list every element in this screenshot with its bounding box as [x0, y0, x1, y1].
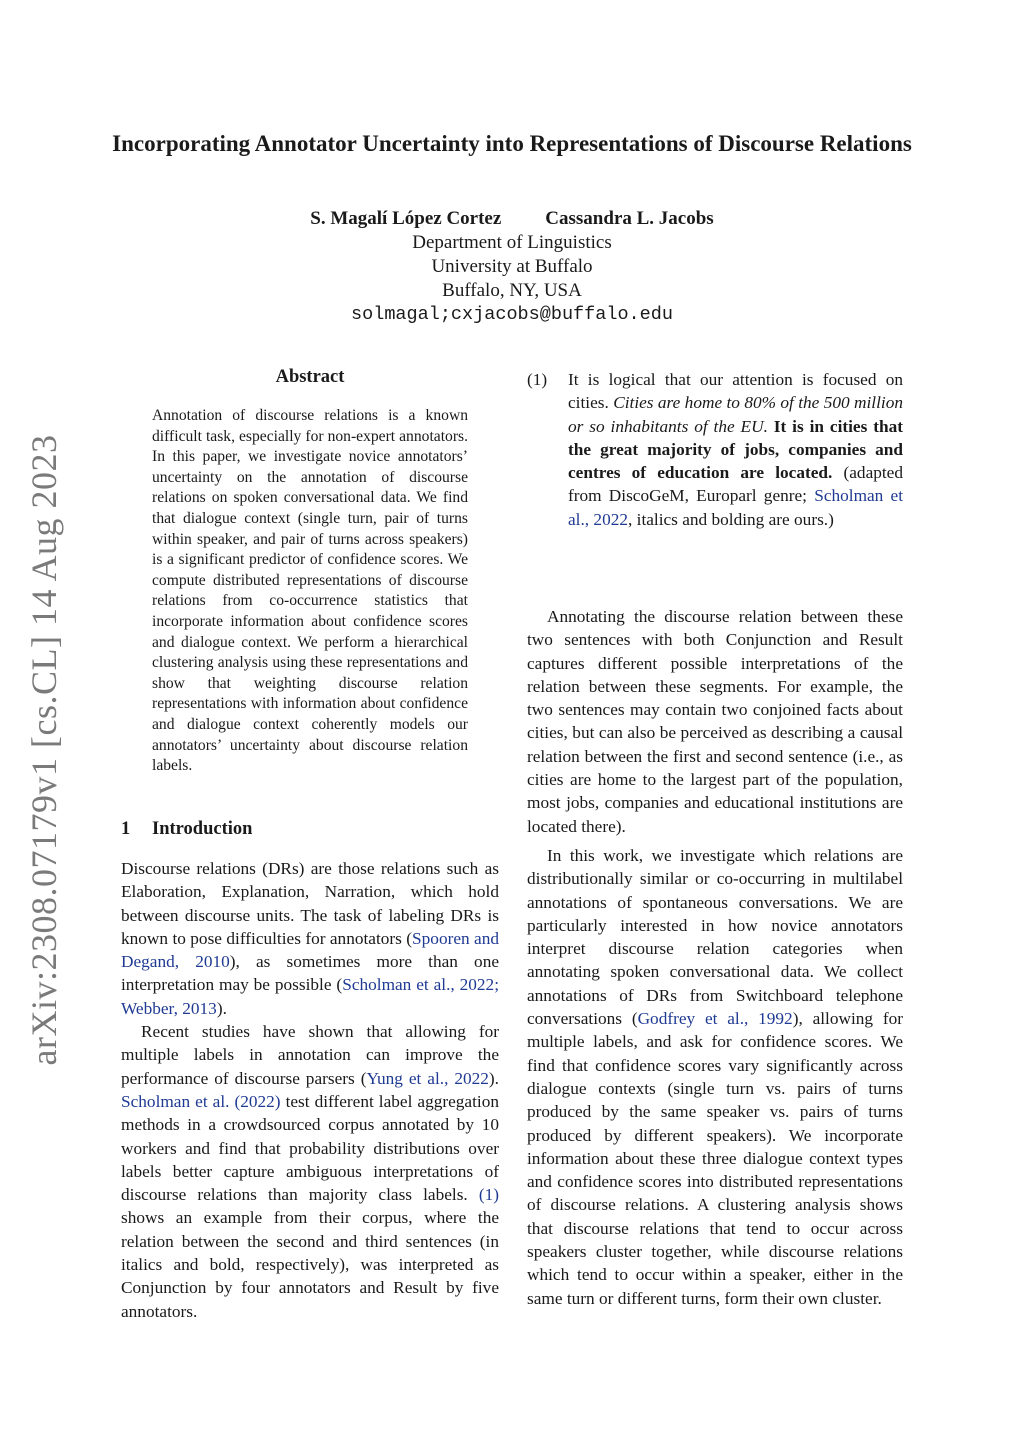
author-2: Cassandra L. Jacobs [545, 208, 714, 229]
text-run: ). [216, 998, 227, 1018]
author-names [110, 207, 914, 231]
citation-link[interactable]: Yung et al., 2022 [366, 1068, 489, 1088]
citation-link[interactable]: Scholman et al. (2022) [121, 1091, 281, 1111]
author-block [110, 207, 914, 327]
arxiv-identifier: arXiv:2308.07179v1 [cs.CL] 14 Aug 2023 [24, 434, 64, 1066]
example-bold-sentence: It is in cities that the great majority of jobs, companies and centres of education are located. [568, 416, 903, 483]
abstract-text: Annotation of discourse relations is a known difficult task, especially for non-expert annotators. In this paper, we investigate novice annotators’ uncertainty on the annotation of discourse relations on spoken conversational data. We find that dialogue context (single turn, pair of turns within speaker, and pair of turns across speakers) is a significant predictor of confidence scores. We compute distributed representations of discourse relations from co-occurrence statistics that incorporate information about confidence scores and dialogue context. We perform a hierarchical clustering analysis using these representations and show that weighting discourse relation representations with information about confidence and dialogue context coherently models our annotators’ uncertainty about discourse relation labels. [152, 407, 468, 775]
citation-link[interactable]: Godfrey et al., 1992 [637, 1009, 793, 1029]
abstract-heading: Abstract [275, 367, 345, 387]
text-run: It is logical that our attention is focused on cities. [568, 370, 903, 413]
arxiv-sidebar-stamp [14, 434, 74, 1066]
text-run: ), allowing for multiple labels, and ask for confidence scores. We find that confidence scores vary significantly across dialogue contexts (single turn vs. pairs of turns produced by the same speaker vs. pairs of turns produced by different speakers). We incorporate information about these three dialogue context types and confidence scores into distributed representations of discourse relations. A clustering analysis shows that discourse relations that tend to occur across speakers cluster together, while discourse relations which tend to occur within a speaker, either in the same turn or different turns, form their own cluster. [527, 1009, 903, 1308]
text-run: (adapted from DiscoGeM, Europarl genre; [568, 463, 903, 506]
author-email: solmagal;cxjacobs@buffalo.edu [351, 304, 673, 325]
text-run: ), as sometimes more than one interpretation may be possible ( [121, 952, 500, 995]
text-run: shows an example from their corpus, where the relation between the second and third sentences (in italics and bold, respectively), was interpreted as Conjunction by four annotators and Result by five annotators. [121, 1208, 499, 1321]
paper-title: Incorporating Annotator Uncertainty into Representations of Discourse Relations [112, 131, 912, 156]
citation-link[interactable]: Scholman et al., 2022; Webber, 2013 [121, 975, 499, 1018]
right-paragraph-1: Annotating the discourse relation between these two sentences with both Conjunction and Result captures different possible interpretations of the relation between these segments. For example, the two sentences may contain two conjoined facts about cities, but can also be perceived as describing a causal relation between the first and second sentence (i.e., as cities are home to the largest part of the population, most jobs, companies and educational institutions are located there). [527, 607, 903, 836]
text-run: In this work, we investigate which relations are distributionally similar or co-occurring in multilabel annotations of spontaneous conversations. We are particularly interested in how novice annotators interpret discourse relation categories when annotating spoken conversational data. We collect annotations of DRs from Switchboard telephone conversations ( [527, 845, 903, 1029]
text-run: Discourse relations (DRs) are those relations such as Elaboration, Explanation, Narration, which hold between discourse units. The task of labeling DRs is known to pose difficulties for annotators ( [121, 859, 499, 948]
citation-link[interactable]: Scholman et al., 2022 [568, 486, 903, 529]
example-reference-link[interactable]: (1) [478, 1185, 499, 1205]
right-column-body [527, 605, 903, 1310]
example-text [568, 368, 903, 531]
author-1: S. Magalí López Cortez [310, 208, 502, 229]
example-1 [527, 368, 903, 531]
section-number: 1 [121, 819, 131, 839]
intro-body [121, 857, 499, 1323]
right-paragraph-2 [527, 844, 903, 1310]
example-number: (1) [527, 370, 548, 389]
example-italic-sentence: Cities are home to 80% of the 500 million or so inhabitants of the EU. [568, 393, 903, 436]
affiliation-location: Buffalo, NY, USA [442, 280, 582, 301]
text-run: , italics and bolding are ours.) [628, 509, 834, 529]
affiliation-department: Department of Linguistics [412, 232, 612, 253]
citation-link[interactable]: Spooren and Degand, 2010 [121, 928, 500, 972]
text-run: test different label aggregation methods in a crowdsourced corpus annotated by 10 workers and find that probability distributions over labels better capture ambiguous interpretations of discourse relations than majority class labels. [121, 1091, 499, 1205]
intro-paragraph-1 [121, 857, 499, 1020]
text-run: Recent studies have shown that allowing for multiple labels in annotation can improve the performance of discourse parsers ( [121, 1022, 499, 1088]
text-run: ). [488, 1068, 499, 1088]
affiliation-university: University at Buffalo [431, 256, 593, 277]
intro-paragraph-2 [121, 1020, 499, 1323]
section-title: Introduction [152, 819, 253, 839]
section-heading-introduction [121, 819, 252, 840]
